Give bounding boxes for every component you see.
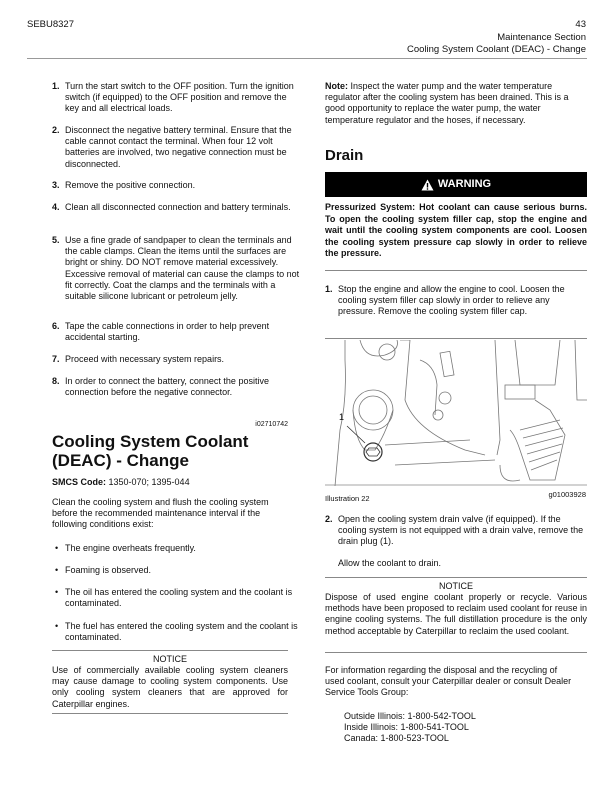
step-item bbox=[52, 354, 301, 365]
step-number: 8. bbox=[52, 376, 60, 386]
bullet-item bbox=[55, 565, 298, 576]
step-item bbox=[52, 235, 301, 302]
illustration-id: g01003928 bbox=[548, 490, 586, 499]
step-item bbox=[325, 514, 587, 548]
step-number: 2. bbox=[325, 514, 333, 524]
bullet-text: The fuel has entered the cooling system and the coolant is contaminated. bbox=[65, 621, 298, 643]
illustration-caption: Illustration 22 bbox=[325, 494, 370, 503]
bullet-icon: • bbox=[55, 587, 59, 597]
step-item bbox=[52, 125, 301, 170]
bullet-text: Foaming is observed. bbox=[65, 565, 152, 575]
running-header bbox=[407, 19, 586, 57]
note-text: Inspect the water pump and the water temperature regulator after the cooling system has been drained. This is a good opportunity to replace the water pump, the water temperature regulator and the hoses, if necessary. bbox=[325, 81, 569, 125]
engine-drain-plug-illustration bbox=[325, 340, 587, 486]
reference-id: i02710742 bbox=[255, 421, 288, 428]
step-text: Use a fine grade of sandpaper to clean the terminals and the cable clamps. Clean the items until the surfaces are bright or shiny. DO NOT remove material excessively. Excessive removal of material can cause the clamps to not fit correctly. Coat the clamps and the terminals with a suitable silicone lubricant or petroleum jelly. bbox=[65, 235, 300, 302]
step-item bbox=[325, 284, 587, 318]
step-item bbox=[52, 180, 301, 191]
warning-text: Pressurized System: Hot coolant can cause serious burns. To open the cooling system filler cap, stop the engine and wait until the cooling system components are cool. Loosen the cooling system pressure cap slowly in order to relieve the pressure. bbox=[325, 202, 587, 259]
bullet-icon: • bbox=[55, 565, 59, 575]
step-text: Open the cooling system drain valve (if equipped). If the cooling system is not equipped with a drain valve, remove the drain plug (1). bbox=[338, 514, 584, 547]
notice-rule-bottom bbox=[52, 713, 288, 714]
step-number: 2. bbox=[52, 125, 60, 135]
smcs-label: SMCS Code: bbox=[52, 477, 106, 487]
smcs-code bbox=[52, 477, 190, 488]
step-text: Stop the engine and allow the engine to cool. Loosen the cooling system filler cap slowly in order to relieve any pressure. Remove the cooling system filler cap. bbox=[338, 284, 565, 317]
step-text: In order to connect the battery, connect the positive connection before the negative connector. bbox=[65, 376, 269, 398]
step-number: 1. bbox=[325, 284, 333, 294]
warning-rule bbox=[325, 270, 587, 271]
bullet-text: The oil has entered the cooling system and the coolant is contaminated. bbox=[65, 587, 293, 609]
step-text: Remove the positive connection. bbox=[65, 180, 196, 190]
bullet-item bbox=[55, 621, 298, 643]
header-rule bbox=[27, 58, 587, 59]
step-number: 6. bbox=[52, 321, 60, 331]
step-item bbox=[52, 81, 301, 115]
phone-outside-illinois: Outside Illinois: 1-800-542-TOOL bbox=[344, 711, 476, 721]
phone-list bbox=[344, 711, 476, 745]
bullet-item bbox=[55, 587, 298, 609]
step-number: 4. bbox=[52, 202, 60, 212]
step-text: Tape the cable connections in order to help prevent accidental starting. bbox=[65, 321, 270, 343]
step-item bbox=[52, 376, 301, 398]
warning-triangle-icon bbox=[421, 179, 434, 191]
step-number: 1. bbox=[52, 81, 60, 91]
step-item bbox=[52, 202, 301, 213]
step-number: 7. bbox=[52, 354, 60, 364]
step-text: Proceed with necessary system repairs. bbox=[65, 354, 225, 364]
notice-heading: NOTICE bbox=[152, 654, 187, 664]
step-number: 5. bbox=[52, 235, 60, 245]
bullet-text: The engine overheats frequently. bbox=[65, 543, 196, 553]
phone-inside-illinois: Inside Illinois: 1-800-541-TOOL bbox=[344, 722, 469, 733]
section-title: Cooling System Coolant (DEAC) - Change bbox=[52, 432, 249, 470]
step-text: Clean all disconnected connection and battery terminals. bbox=[65, 202, 291, 212]
notice-rule-bottom bbox=[325, 652, 587, 653]
notice-text: Use of commercially available cooling system cleaners may cause damage to cooling system components. Use only cooling system cleaners that are approved for Caterpillar engines. bbox=[52, 665, 288, 709]
bullet-item bbox=[55, 543, 298, 554]
topic-name: Cooling System Coolant (DEAC) - Change bbox=[407, 44, 586, 55]
bullet-icon: • bbox=[55, 543, 59, 553]
warning-label: WARNING bbox=[437, 177, 492, 190]
notice-heading: NOTICE bbox=[438, 581, 473, 591]
step-number: 3. bbox=[52, 180, 60, 190]
notice-text: Dispose of used engine coolant properly or recycle. Various methods have been proposed to reclaim used coolant for reuse in engine cooling systems. The full distillation procedure is the only method acceptable by Caterpillar to reclaim the used coolant. bbox=[325, 592, 587, 636]
notice-rule-top bbox=[52, 650, 288, 651]
note-paragraph bbox=[325, 81, 587, 126]
page-number: 43 bbox=[575, 19, 586, 30]
smcs-value: 1350-070; 1395-044 bbox=[106, 477, 190, 487]
illustration-rule-top bbox=[325, 338, 587, 339]
bullet-icon: • bbox=[55, 621, 59, 631]
phone-canada: Canada: 1-800-523-TOOL bbox=[344, 733, 449, 744]
step-text: Turn the start switch to the OFF position. Turn the ignition switch (if equipped) to the OFF position and remove the key and all electrical loads. bbox=[65, 81, 294, 114]
step-text: Disconnect the negative battery terminal. Ensure that the cable cannot contact the terminal. When four 12 volt batteries are involved, two negative connection must be disconnected. bbox=[65, 125, 292, 169]
note-label: Note: bbox=[325, 81, 348, 91]
intro-paragraph: Clean the cooling system and flush the cooling system before the recommended maintenance interval if the following conditions exist: bbox=[52, 497, 269, 530]
drain-heading: Drain bbox=[325, 147, 364, 164]
step-item bbox=[52, 321, 301, 343]
info-paragraph: For information regarding the disposal and the recycling of used coolant, consult your Caterpillar dealer or consult Dealer Service Tools Group: bbox=[325, 665, 572, 698]
notice-rule-top bbox=[325, 577, 587, 578]
step-subtext: Allow the coolant to drain. bbox=[338, 558, 442, 568]
callout-label: 1 bbox=[339, 412, 345, 422]
section-name: Maintenance Section bbox=[497, 31, 586, 43]
warning-banner bbox=[325, 172, 587, 197]
doc-id: SEBU8327 bbox=[27, 19, 75, 30]
